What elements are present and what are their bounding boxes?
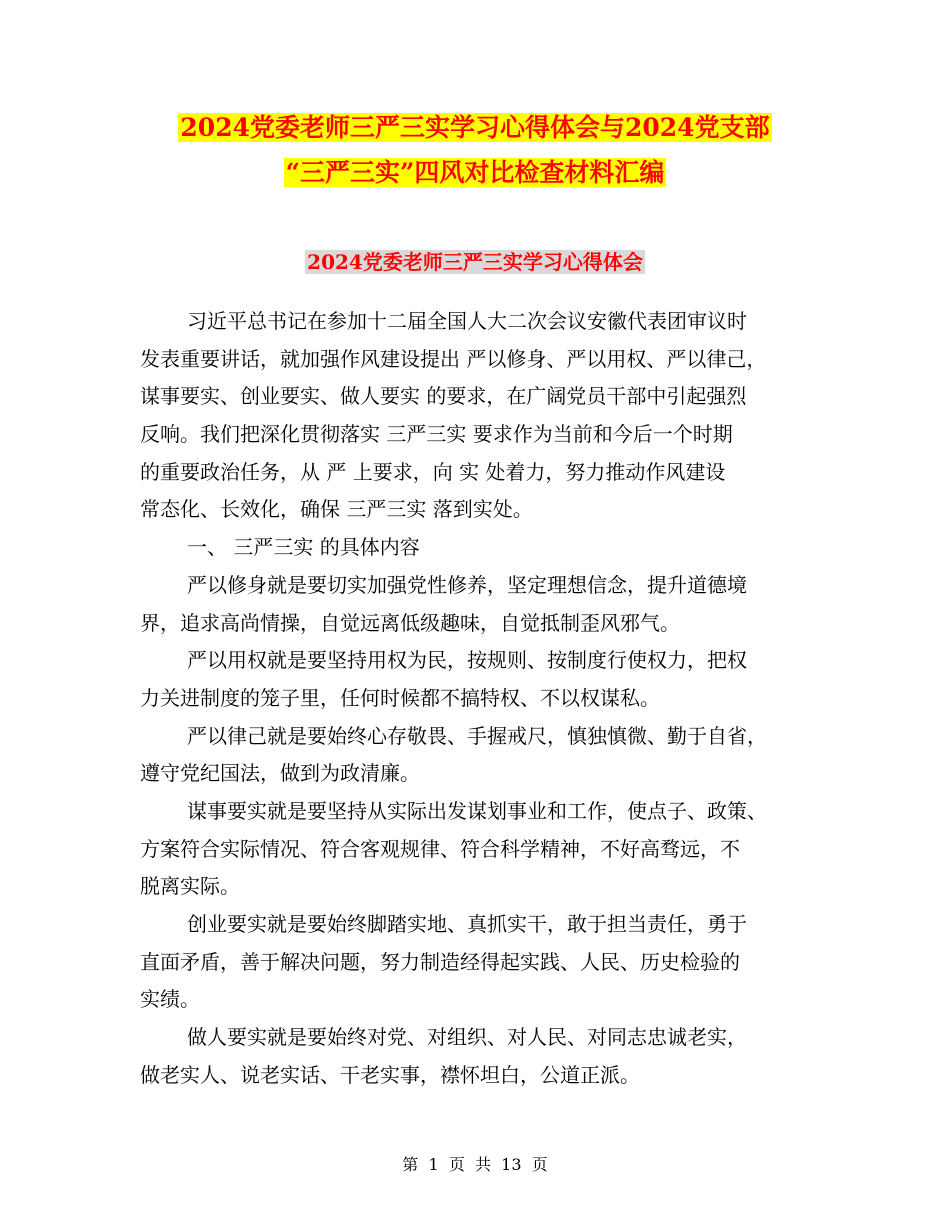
body-line: 发表重要讲话，就加强作风建设提出 严以修身、严以用权、严以律己， bbox=[140, 346, 767, 371]
body-line: 严以用权就是要坚持用权为民，按规则、按制度行使权力，把权 bbox=[187, 648, 747, 673]
body-line: 创业要实就是要始终脚踏实地、真抓实干，敢于担当责任，勇于 bbox=[187, 912, 747, 936]
body-line: 脱离实际。 bbox=[140, 874, 240, 899]
document-title-line-1-text: 2024党委老师三严三实学习心得体会与2024党支部 bbox=[180, 113, 770, 142]
section-title-text: 2024党委老师三严三实学习心得体会 bbox=[307, 250, 643, 274]
page-footer: 第 1 页 共 13 页 bbox=[402, 1155, 548, 1174]
body-line: 界，追求高尚情操，自觉远离低级趣味，自觉抵制歪风邪气。 bbox=[140, 610, 680, 635]
document-title-line-2-text: “三严三实”四风对比检查材料汇编 bbox=[285, 158, 665, 187]
body-line: 谋事要实就是要坚持从实际出发谋划事业和工作，使点子、政策、 bbox=[187, 798, 767, 823]
body-line: 直面矛盾，善于解决问题，努力制造经得起实践、人民、历史检验的 bbox=[140, 949, 740, 974]
body-line: 习近平总书记在参加十二届全国人大二次会议安徽代表团审议时 bbox=[187, 309, 747, 333]
body-text bbox=[140, 303, 820, 1094]
section-title bbox=[0, 244, 950, 280]
body-line: 方案符合实际情况、符合客观规律、符合科学精神，不好高骛远，不 bbox=[140, 836, 740, 861]
document-title-line-1 bbox=[0, 108, 950, 148]
body-line: 严以律己就是要始终心存敬畏、手握戒尺，慎独慎微、勤于自省， bbox=[187, 723, 767, 748]
body-line: 的重要政治任务，从 严 上要求，向 实 处着力，努力推动作风建设 bbox=[140, 459, 726, 484]
document-title-line-2 bbox=[0, 153, 950, 193]
body-line: 遵守党纪国法，做到为政清廉。 bbox=[140, 761, 420, 786]
body-line: 一、 三严三实 的具体内容 bbox=[187, 535, 420, 560]
body-line: 实绩。 bbox=[140, 987, 200, 1012]
body-line: 反响。我们把深化贯彻落实 三严三实 要求作为当前和今后一个时期 bbox=[140, 422, 733, 447]
body-line: 谋事要实、创业要实、做人要实 的要求，在广阔党员干部中引起强烈 bbox=[140, 384, 747, 409]
body-line: 做人要实就是要始终对党、对组织、对人民、对同志忠诚老实， bbox=[187, 1025, 747, 1050]
body-line: 力关进制度的笼子里，任何时候都不搞特权、不以权谋私。 bbox=[140, 685, 660, 710]
body-line: 常态化、长效化，确保 三严三实 落到实处。 bbox=[140, 497, 533, 522]
body-line: 严以修身就是要切实加强党性修养，坚定理想信念，提升道德境 bbox=[187, 572, 747, 597]
body-line: 做老实人、说老实话、干老实事，襟怀坦白，公道正派。 bbox=[140, 1062, 640, 1087]
